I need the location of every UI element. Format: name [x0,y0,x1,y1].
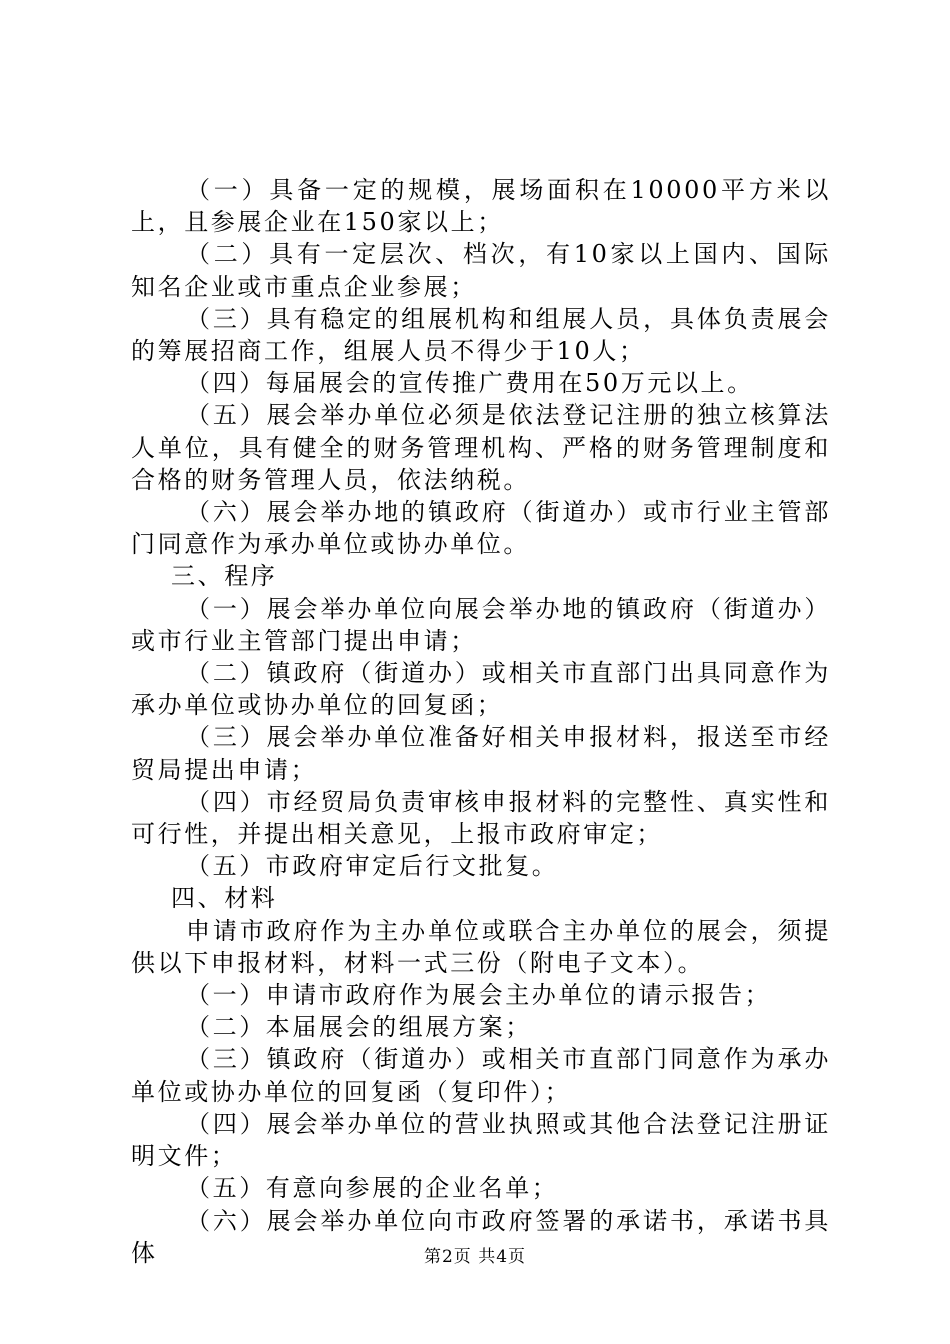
paragraph: （三）镇政府（街道办）或相关市直部门同意作为承办单位或协办单位的回复函（复印件）； [131,1045,831,1106]
paragraph: （五）展会举办单位必须是依法登记注册的独立核算法人单位，具有健全的财务管理机构、严格的财务管理制度和合格的财务管理人员，依法纳税。 [131,401,831,494]
page-footer: 第2页 共4页 [423,1247,527,1267]
paragraph: 申请市政府作为主办单位或联合主办单位的展会，须提供以下申报材料，材料一式三份（附电子文本）。 [131,916,831,977]
paragraph: （三）展会举办单位准备好相关申报材料，报送至市经贸局提出申请； [131,723,831,784]
document-body [131,174,831,1269]
paragraph: （三）具有稳定的组展机构和组展人员，具体负责展会的筹展招商工作，组展人员不得少于10人； [131,304,831,366]
paragraph: （六）展会举办单位向市政府签署的承诺书，承诺书具体 [131,1206,831,1267]
paragraph: （一）具备一定的规模，展场面积在10000平方米以上，且参展企业在150家以上； [131,176,831,237]
paragraph: （五）有意向参展的企业名单； [186,1174,559,1203]
paragraph: （四）每届展会的宣传推广费用在50万元以上。 [186,369,754,398]
paragraph: （四）展会举办单位的营业执照或其他合法登记注册证明文件； [131,1109,831,1171]
section-heading: 三、程序 [171,562,278,591]
section-heading: 四、材料 [171,884,278,913]
paragraph: （六）展会举办地的镇政府（街道办）或市行业主管部门同意作为承办单位或协办单位。 [131,498,831,559]
paragraph: （二）本届展会的组展方案； [186,1013,532,1042]
paragraph: （二）具有一定层次、档次，有10家以上国内、国际知名企业或市重点企业参展； [131,240,831,301]
paragraph: （一）申请市政府作为展会主办单位的请示报告； [186,981,772,1010]
paragraph: （一）展会举办单位向展会举办地的镇政府（街道办）或市行业主管部门提出申请； [131,594,831,655]
paragraph: （五）市政府审定后行文批复。 [186,852,559,881]
paragraph: （二）镇政府（街道办）或相关市直部门出具同意作为承办单位或协办单位的回复函； [131,659,831,720]
paragraph: （四）市经贸局负责审核申报材料的完整性、真实性和可行性，并提出相关意见，上报市政府审定； [131,787,831,849]
